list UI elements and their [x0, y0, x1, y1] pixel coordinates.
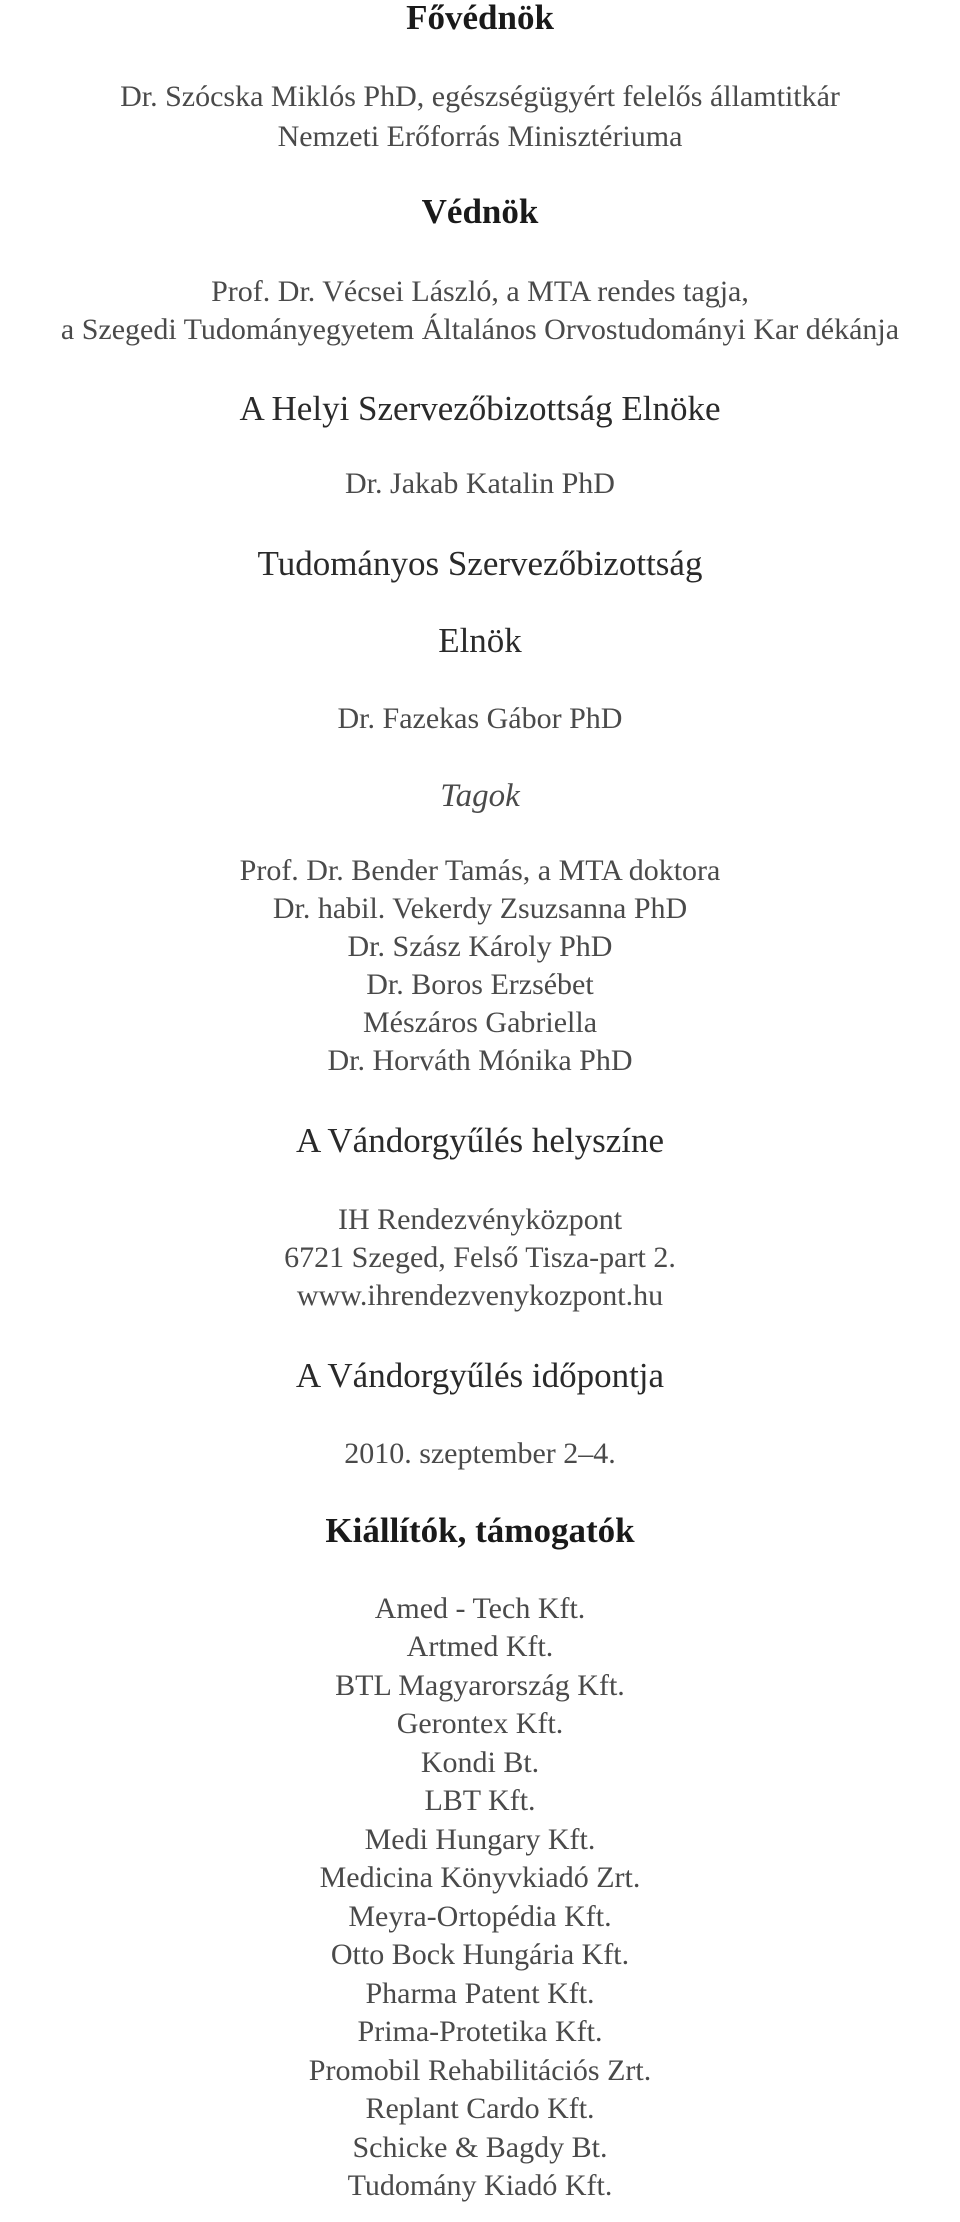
kiallito-item: Pharma Patent Kft.	[365, 1977, 595, 2010]
kiallito-item: Artmed Kft.	[406, 1630, 554, 1663]
vednok-heading: Védnök	[421, 192, 539, 231]
tag-item: Dr. Boros Erzsébet	[366, 968, 594, 1001]
fovednok-heading: Fővédnök	[406, 0, 554, 37]
helyi-heading: A Helyi Szervezőbizottság Elnöke	[239, 389, 721, 428]
helyszin-venue: IH Rendezvényközpont	[337, 1203, 623, 1236]
vednok-line-1: Prof. Dr. Vécsei László, a MTA rendes tagja,	[211, 275, 749, 308]
tag-item: Dr. Szász Károly PhD	[347, 930, 613, 963]
helyszin-address: 6721 Szeged, Felső Tisza-part 2.	[284, 1241, 676, 1274]
kiallito-item: Promobil Rehabilitációs Zrt.	[308, 2054, 652, 2087]
fovednok-line-2: Nemzeti Erőforrás Minisztériuma	[277, 120, 683, 153]
helyszin-heading: A Vándorgyűlés helyszíne	[295, 1121, 665, 1160]
elnok-label: Elnök	[438, 621, 522, 660]
kiallito-item: Meyra-Ortopédia Kft.	[348, 1900, 612, 1933]
tudomanyos-heading: Tudományos Szervezőbizottság	[257, 544, 703, 583]
kiallito-item: Otto Bock Hungária Kft.	[330, 1938, 630, 1971]
kiallito-item: Amed - Tech Kft.	[374, 1592, 586, 1625]
helyi-name: Dr. Jakab Katalin PhD	[345, 467, 615, 500]
kiallito-item: LBT Kft.	[424, 1784, 536, 1817]
kiallito-item: Schicke & Bagdy Bt.	[352, 2131, 608, 2164]
kiallito-item: Replant Cardo Kft.	[365, 2092, 595, 2125]
kiallitok-heading: Kiállítók, támogatók	[325, 1511, 635, 1550]
tag-item: Dr. habil. Vekerdy Zsuzsanna PhD	[272, 892, 688, 925]
kiallito-item: Medicina Könyvkiadó Zrt.	[319, 1861, 641, 1894]
idopont-heading: A Vándorgyűlés időpontja	[295, 1356, 665, 1395]
elnok-name: Dr. Fazekas Gábor PhD	[337, 702, 623, 735]
tag-item: Dr. Horváth Mónika PhD	[327, 1044, 633, 1077]
kiallito-item: Medi Hungary Kft.	[364, 1823, 596, 1856]
kiallito-item: Prima-Protetika Kft.	[357, 2015, 603, 2048]
idopont-date: 2010. szeptember 2–4.	[344, 1437, 616, 1470]
kiallito-item: Gerontex Kft.	[396, 1707, 564, 1740]
kiallito-item: Kondi Bt.	[420, 1746, 540, 1779]
kiallito-item: BTL Magyarország Kft.	[335, 1669, 625, 1702]
helyszin-website: www.ihrendezvenykozpont.hu	[296, 1279, 664, 1312]
tag-item: Mészáros Gabriella	[362, 1006, 598, 1039]
kiallito-item: Tudomány Kiadó Kft.	[347, 2169, 613, 2202]
vednok-line-2: a Szegedi Tudományegyetem Általános Orvostudományi Kar dékánja	[60, 313, 900, 346]
tagok-label: Tagok	[440, 778, 520, 814]
fovednok-line-1: Dr. Szócska Miklós PhD, egészségügyért felelős államtitkár	[120, 80, 840, 113]
tag-item: Prof. Dr. Bender Tamás, a MTA doktora	[239, 854, 721, 887]
